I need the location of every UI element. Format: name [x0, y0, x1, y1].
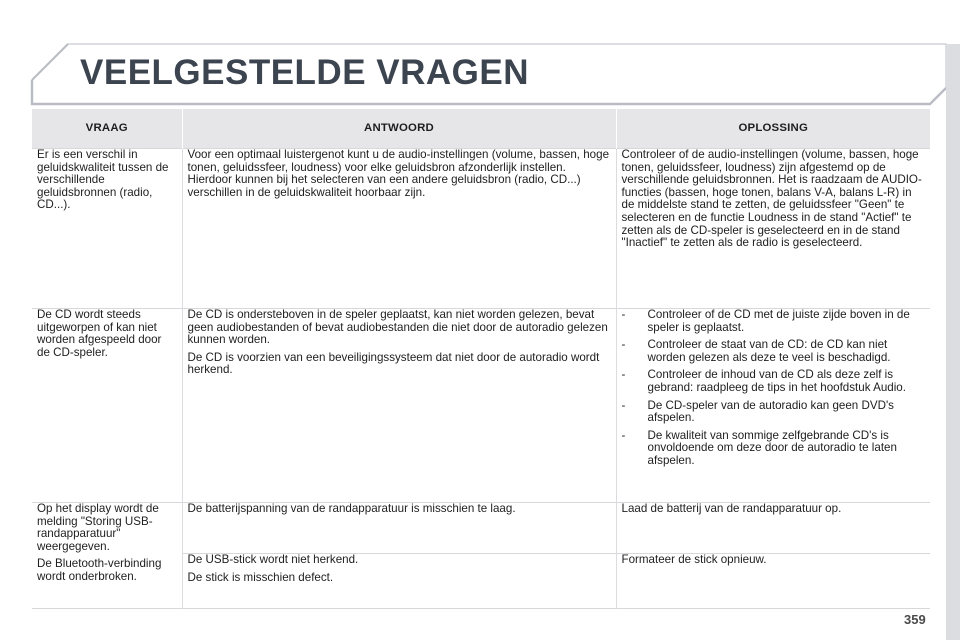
table-row	[32, 309, 930, 503]
header-solution: OPLOSSING	[616, 109, 930, 149]
answer-text: De batterijspanning van de randapparatuur is misschien te laag.	[187, 502, 516, 515]
solution-cell	[616, 554, 930, 609]
answer-cell	[182, 149, 616, 309]
answer-cell	[182, 309, 616, 503]
answer-text: De CD is voorzien van een beveiligingssysteem dat niet door de autoradio wordt herkend.	[187, 350, 600, 377]
solution-text: Laad de batterij van de randapparatuur op.	[621, 502, 842, 515]
solution-text: Controleer of de audio-instellingen (volume, bassen, hoge tonen, geluidssfeer, loudness) zijn afgestemd op de verschillende geluidsbronnen. Het is raadzaam de AUDIO-functies (bassen, hoge tonen, balans V-A, balans L-R) in de middelste stand te zetten, de geluidssfeer "Geen" te selecteren en de functie Loudness in de stand "Actief" te zetten als de CD-speler is geselecteerd en in de stand "Inactief" te zetten als de radio is geselecteerd.	[621, 148, 922, 250]
table-header-row	[32, 109, 930, 149]
question-text: De CD wordt steeds uitgeworpen of kan niet worden afgespeeld door de CD-speler.	[37, 308, 162, 359]
solution-text: Formateer de stick opnieuw.	[621, 553, 767, 566]
list-item: - Controleer of de CD met de juiste zijde boven in de speler is geplaatst.	[621, 308, 910, 334]
list-item: - De CD-speler van de autoradio kan geen DVD's afspelen.	[621, 398, 894, 425]
page-number: 359	[904, 612, 926, 627]
question-text: Op het display wordt de melding "Storing USB-randapparatuur" weergegeven.	[37, 502, 159, 553]
list-item: - Controleer de staat van de CD: de CD kan niet worden gelezen als deze te veel is beschadigd.	[621, 338, 891, 364]
question-text: De Bluetooth-verbinding wordt onderbroken.	[37, 557, 162, 583]
header-answer: ANTWOORD	[182, 109, 616, 149]
faq-table	[32, 109, 930, 609]
answer-cell	[182, 554, 616, 609]
table-row	[32, 503, 930, 554]
solution-cell	[616, 309, 930, 503]
question-cell	[32, 309, 182, 503]
table-row	[32, 149, 930, 309]
header-question: VRAAG	[32, 109, 182, 149]
question-cell	[32, 503, 182, 609]
answer-text: De stick is misschien defect.	[187, 570, 334, 584]
solution-cell	[616, 503, 930, 554]
list-item: - Controleer de inhoud van de CD als deze zelf is gebrand: raadpleeg de tips in het hoofdstuk Audio.	[621, 368, 906, 394]
page-title: VEELGESTELDE VRAGEN	[80, 53, 530, 92]
question-cell	[32, 149, 182, 309]
question-text: Er is een verschil in geluidskwaliteit tussen de verschillende geluidsbronnen (radio, CD...).	[37, 148, 169, 212]
list-item: - De kwaliteit van sommige zelfgebrande CD's is onvoldoende om deze door de autoradio te laten afspelen.	[621, 428, 897, 467]
solution-list	[622, 309, 927, 468]
answer-text: Voor een optimaal luistergenot kunt u de audio-instellingen (volume, bassen, hoge tonen, geluidssfeer, loudness) voor elke geluidsbron afzonderlijk instellen. Hierdoor kunnen bij het selecteren van een andere geluidsbron (radio, CD...) verschillen in de geluidskwaliteit hoorbaar zijn.	[187, 148, 610, 199]
side-bar	[946, 44, 960, 640]
answer-text: De CD is ondersteboven in de speler geplaatst, kan niet worden gelezen, bevat geen audiobestanden of bevat audiobestanden die niet door de autoradio gelezen kunnen worden.	[187, 308, 608, 347]
answer-text: De USB-stick wordt niet herkend.	[187, 553, 359, 566]
title-band	[0, 0, 960, 110]
answer-cell	[182, 503, 616, 554]
solution-cell	[616, 149, 930, 309]
